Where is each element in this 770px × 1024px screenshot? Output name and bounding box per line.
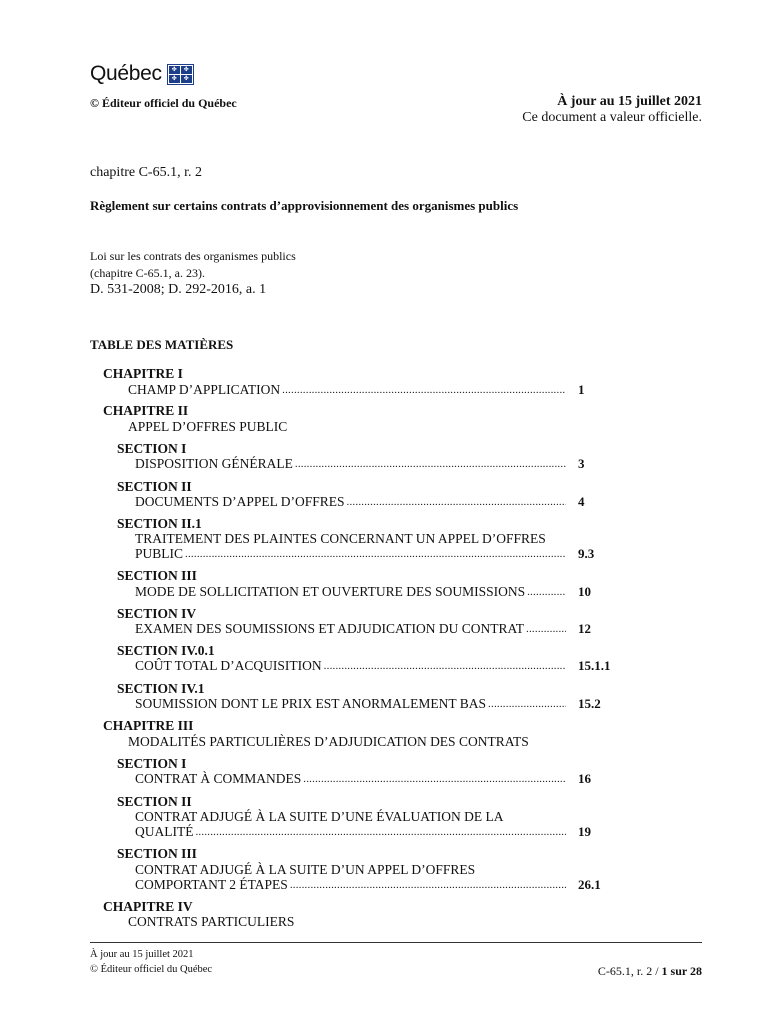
toc-ch3-section-2: SECTION II — [117, 794, 192, 809]
footer-ref: C-65.1, r. 2 / — [597, 964, 662, 978]
dot-leader — [526, 621, 566, 637]
toc-entry-cout-total[interactable] — [135, 658, 568, 674]
dot-leader — [185, 546, 566, 562]
toc-page-number: 1 — [578, 382, 585, 397]
toc-chapter-2-title: APPEL D’OFFRES PUBLIC — [128, 419, 288, 434]
enabling-law-line2: (chapitre C-65.1, a. 23). — [90, 266, 205, 280]
toc-entry-label: DOCUMENTS D’APPEL D’OFFRES — [135, 494, 345, 509]
dot-leader — [324, 658, 566, 674]
toc-entry-label: COÛT TOTAL D’ACQUISITION — [135, 658, 322, 673]
toc-section-4-1: SECTION IV.1 — [117, 681, 205, 696]
toc-chapter-1: CHAPITRE I — [103, 366, 183, 381]
toc-chapter-4: CHAPITRE IV — [103, 899, 193, 914]
header-copyright: © Éditeur officiel du Québec — [90, 96, 237, 110]
toc-ch3-section-1: SECTION I — [117, 756, 187, 771]
footer-page-reference — [598, 964, 702, 979]
toc-page-number: 26.1 — [578, 877, 601, 892]
dot-leader — [347, 494, 566, 510]
footer-copyright: © Éditeur officiel du Québec — [90, 964, 213, 975]
header-official-note: Ce document a valeur officielle. — [522, 110, 702, 125]
regulation-title: Règlement sur certains contrats d’approvisionnement des organismes publics — [90, 198, 519, 213]
toc-entry-label: SOUMISSION DONT LE PRIX EST ANORMALEMENT BAS — [135, 696, 487, 711]
toc-page-number: 15.2 — [578, 696, 601, 711]
toc-entry-mode-sollicitation[interactable] — [135, 584, 568, 600]
toc-section-4: SECTION IV — [117, 606, 197, 621]
toc-entry-label: EXAMEN DES SOUMISSIONS ET ADJUDICATION DU CONTRAT — [135, 621, 525, 636]
dot-leader — [303, 771, 566, 787]
toc-chapter-3: CHAPITRE III — [103, 718, 194, 733]
toc-entry-contrat-commandes[interactable] — [135, 771, 568, 787]
fleur-de-lis-flag-icon: ✤ ✤ ✤ ✤ — [167, 64, 194, 85]
toc-entry-line: CONTRAT ADJUGÉ À LA SUITE D’UNE ÉVALUATION DE LA — [135, 809, 504, 824]
footer-date: À jour au 15 juillet 2021 — [90, 949, 194, 960]
toc-entry-deux-etapes[interactable] — [135, 877, 568, 893]
dot-leader — [195, 824, 566, 840]
toc-page-number: 10 — [578, 584, 591, 599]
toc-page-number: 3 — [578, 456, 585, 471]
quebec-logo — [90, 62, 194, 86]
toc-title: TABLE DES MATIÈRES — [90, 337, 234, 352]
toc-section-1: SECTION I — [117, 441, 187, 456]
toc-page-number: 12 — [578, 621, 591, 636]
toc-entry-champ-application[interactable] — [128, 382, 568, 398]
decrees-reference: D. 531-2008; D. 292-2016, a. 1 — [90, 282, 267, 297]
toc-section-2-1: SECTION II.1 — [117, 516, 202, 531]
toc-entry-label: QUALITÉ — [135, 824, 194, 839]
toc-entry-evaluation-qualite[interactable] — [135, 824, 568, 840]
toc-page-number: 16 — [578, 771, 591, 786]
logo-wordmark: Québec — [90, 62, 162, 85]
footer-page-count: 1 sur 28 — [661, 964, 702, 978]
toc-page-number: 9.3 — [578, 546, 595, 561]
toc-ch3-section-3: SECTION III — [117, 846, 197, 861]
dot-leader — [527, 584, 566, 600]
toc-entry-line: TRAITEMENT DES PLAINTES CONCERNANT UN APPEL D’OFFRES — [135, 531, 546, 546]
dot-leader — [290, 877, 566, 893]
toc-page-number: 4 — [578, 494, 585, 509]
enabling-law-line1: Loi sur les contrats des organismes publics — [90, 249, 296, 263]
toc-entry-label: MODE DE SOLLICITATION ET OUVERTURE DES SOUMISSIONS — [135, 584, 526, 599]
dot-leader — [488, 696, 566, 712]
toc-entry-documents-appel-offres[interactable] — [135, 494, 568, 510]
toc-entry-disposition-generale[interactable] — [135, 456, 568, 472]
toc-entry-traitement-plaintes[interactable] — [135, 546, 568, 562]
chapter-reference: chapitre C-65.1, r. 2 — [90, 165, 202, 180]
toc-entry-label: PUBLIC — [135, 546, 184, 561]
toc-entry-examen-soumissions[interactable] — [135, 621, 568, 637]
toc-chapter-2: CHAPITRE II — [103, 403, 189, 418]
dot-leader — [282, 382, 566, 398]
toc-chapter-4-title: CONTRATS PARTICULIERS — [128, 914, 295, 929]
toc-chapter-3-title: MODALITÉS PARTICULIÈRES D’ADJUDICATION DES CONTRATS — [128, 734, 529, 749]
header-date: À jour au 15 juillet 2021 — [557, 94, 702, 109]
toc-entry-line: CONTRAT ADJUGÉ À LA SUITE D’UN APPEL D’OFFRES — [135, 862, 476, 877]
dot-leader — [295, 456, 566, 472]
toc-page-number: 19 — [578, 824, 591, 839]
toc-entry-prix-anormalement-bas[interactable] — [135, 696, 568, 712]
toc-entry-label: DISPOSITION GÉNÉRALE — [135, 456, 293, 471]
toc-section-2: SECTION II — [117, 479, 192, 494]
toc-entry-label: COMPORTANT 2 ÉTAPES — [135, 877, 288, 892]
toc-entry-label: CHAMP D’APPLICATION — [128, 382, 281, 397]
toc-section-3: SECTION III — [117, 568, 197, 583]
footer-divider — [90, 942, 702, 943]
toc-page-number: 15.1.1 — [578, 658, 611, 673]
toc-section-4-0-1: SECTION IV.0.1 — [117, 643, 215, 658]
toc-entry-label: CONTRAT À COMMANDES — [135, 771, 302, 786]
